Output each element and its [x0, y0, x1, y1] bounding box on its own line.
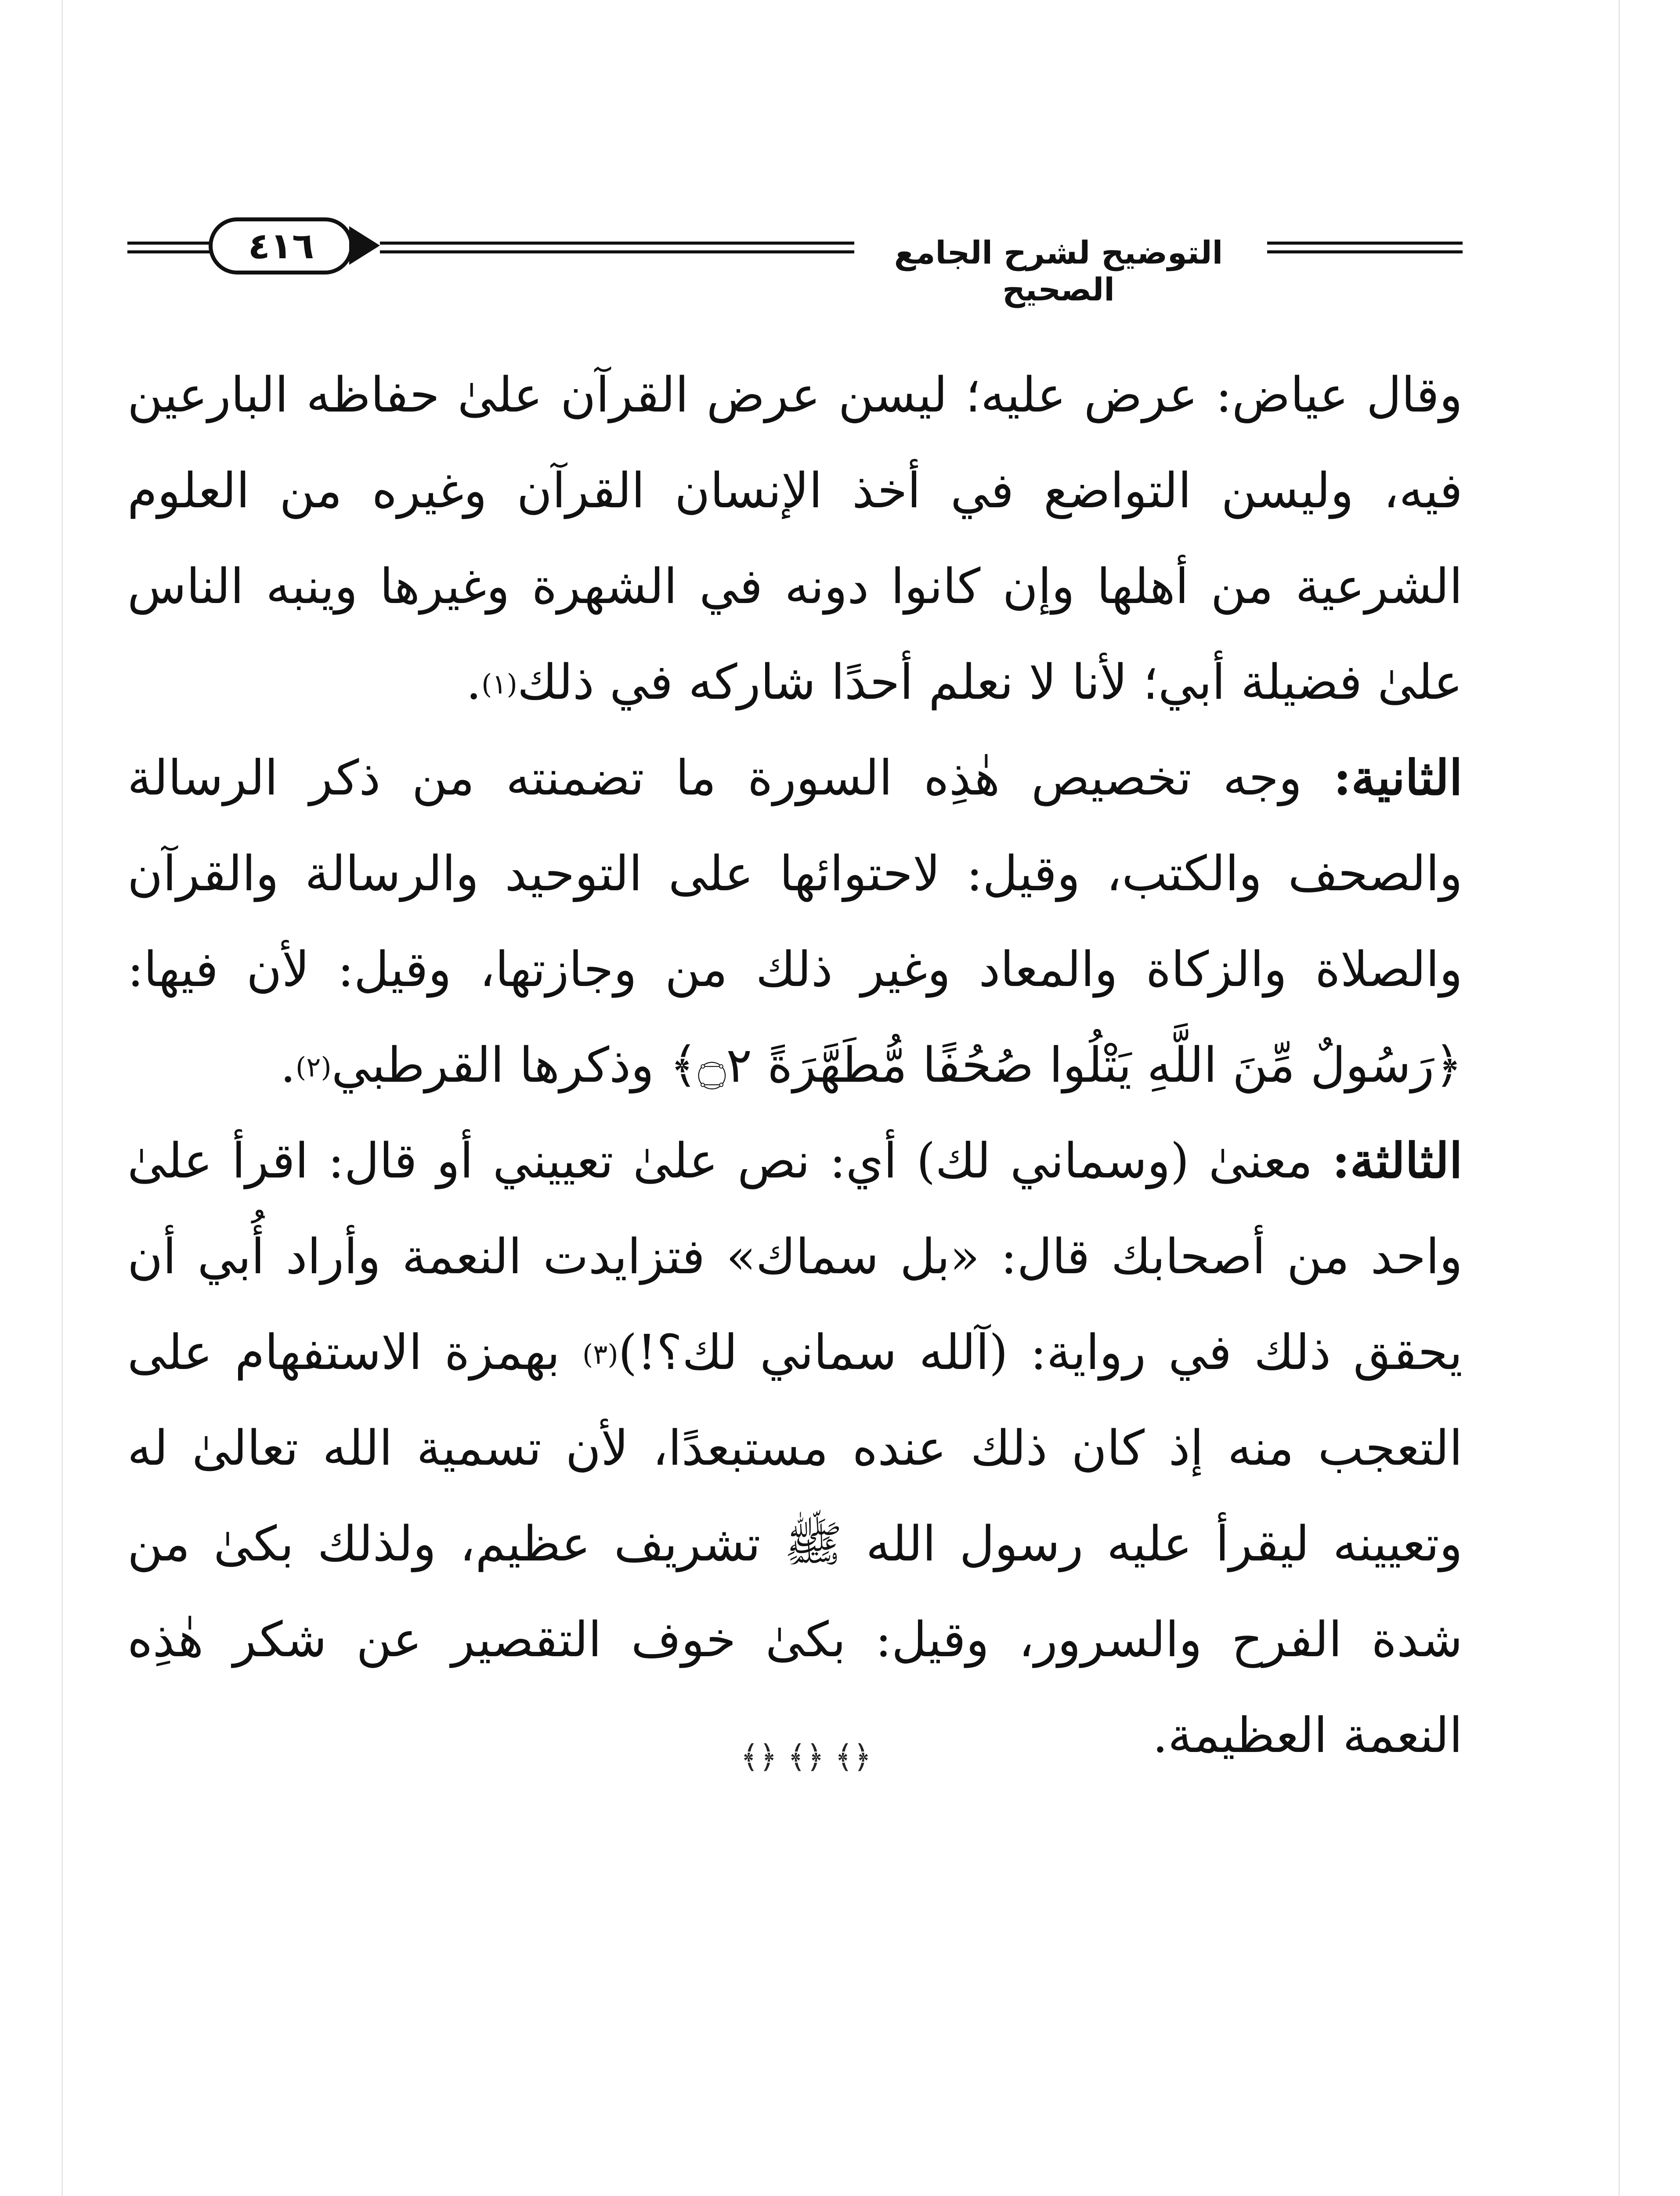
paragraph-1 [127, 347, 1463, 730]
book-title: التوضيح لشرح الجامع الصحيح [865, 234, 1252, 308]
paragraph-text: وقال عياض: عرض عليه؛ ليسن عرض القرآن علىٰ حفاظه البارعين فيه، وليسن التواضع في أخذ الإنسان القرآن وغيره من العلوم الشرعية من أهلها وإن كانوا دونه في الشهرة وغيرها وينبه الناس علىٰ فضيلة أبي؛ لأنا لا نعلم أحدًا شاركه في ذلك [127, 367, 1463, 710]
paragraph-2 [127, 730, 1463, 1113]
paragraph-lead: الثانية: [1333, 749, 1463, 806]
paragraph-text: بهمزة الاستفهام على التعجب منه إذ كان ذلك عنده مستبعدًا، لأن تسمية الله تعالىٰ له وتعيينه ليقرأ عليه رسول الله ﷺ تشريف عظيم، ولذلك بكىٰ من شدة الفرح والسرور، وقيل: بكىٰ خوف التقصير عن شكر هٰذِه النعمة العظيمة. [127, 1324, 1463, 1763]
page-edge-line [1619, 0, 1620, 2196]
header-rule [380, 242, 854, 245]
footnote-ref[interactable]: (٢) [296, 1051, 332, 1083]
running-header [127, 217, 1463, 308]
main-text [127, 347, 1463, 1783]
paragraph-text: وجه تخصيص هٰذِه السورة ما تضمنته من ذكر الرسالة والصحف والكتب، وقيل: لاحتوائها على التوحيد والرسالة والقرآن والصلاة والزكاة والمعاد وغير ذلك من وجازتها، وقيل: لأن فيها: ﴿رَسُولٌ مِّنَ اللَّهِ يَتْلُوا صُحُفًا مُّطَهَّرَةً ۝٢﴾ وذكرها القرطبي [127, 750, 1463, 1093]
header-rule [127, 250, 222, 253]
page-number-arrow [349, 226, 380, 265]
footnote-ref[interactable]: (٣) [582, 1338, 618, 1370]
header-rule [380, 250, 854, 253]
paragraph-lead: الثالثة: [1332, 1132, 1463, 1189]
page-edge-line [61, 0, 63, 2196]
footnote-ref[interactable]: (١) [481, 668, 517, 700]
header-rule [127, 242, 222, 245]
header-rule [1267, 250, 1463, 253]
paragraph-end: . [280, 1037, 296, 1093]
header-rule [1267, 242, 1463, 245]
page-number: ٤١٦ [209, 217, 354, 274]
paragraph-end: . [466, 654, 482, 710]
paragraph-text: معنىٰ (وسماني لك) أي: نص علىٰ تعييني أو قال: اقرأ علىٰ واحد من أصحابك قال: «بل سماك» فتزايدت النعمة وأراد أُبي أن يحقق ذلك في رواية: (آلله سماني لك؟!) [127, 1133, 1463, 1380]
section-ornament: ﴾﴿ ﴾﴿ ﴾﴿ [740, 1738, 872, 1775]
paragraph-3 [127, 1113, 1463, 1783]
